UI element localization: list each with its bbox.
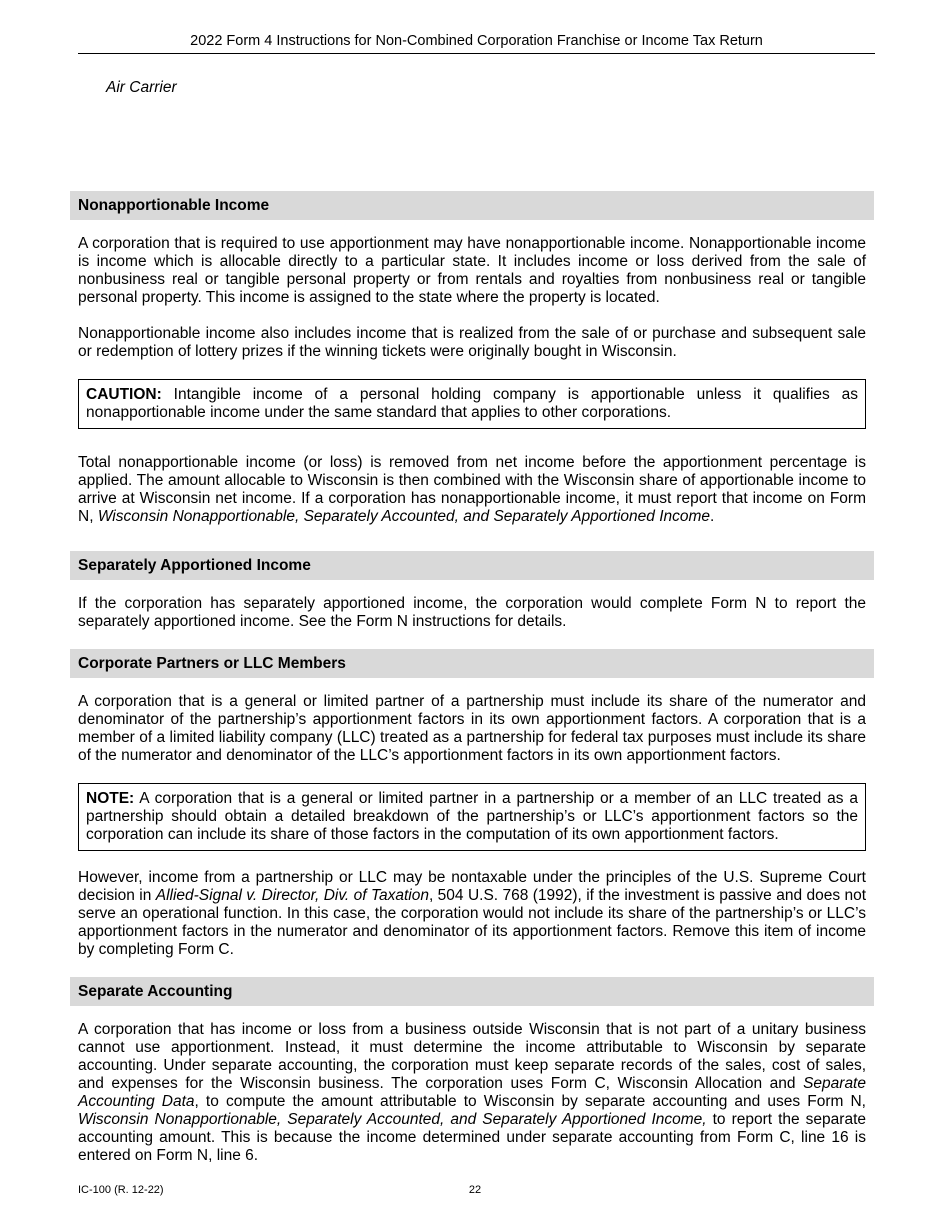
footer-form-id: IC-100 (R. 12-22) [78,1184,164,1196]
paragraph-nonapportionable-3-end: . [710,508,715,525]
heading-separate-accounting: Separate Accounting [70,977,874,1006]
paragraph-partners-2 [70,869,874,959]
note-box [78,783,866,851]
heading-separately-apportioned-income: Separately Apportioned Income [70,551,874,580]
footer-page-number: 22 [468,1184,482,1196]
page-header: 2022 Form 4 Instructions for Non-Combined Corporation Franchise or Income Tax Return [78,32,875,54]
heading-corporate-partners: Corporate Partners or LLC Members [70,649,874,678]
note-text: A corporation that is a general or limited partner in a partnership or a member of an LLC treated as a partnership should obtain a detailed breakdown of the partnership’s or LLC’s apportionment factors so the corporation can include its share of those factors in the computation of its own apportionment factors. [86,790,858,843]
paragraph-separate-accounting [70,1021,874,1165]
note-label: NOTE: [86,790,135,807]
paragraph-partners-2-end: , 504 U.S. 768 (1992), if the investment is passive and does not serve an operational function. In this case, the corporation would not include its share of the partnership’s or LLC’s apportionment factors in the numerator and denominator of its apportionment factors. Remove this item of income by completing Form C. [78,887,867,958]
form-n-title-2: Wisconsin Nonapportionable, Separately Accounted, and Separately Apportioned Income, [78,1111,707,1128]
paragraph-partners-1: A corporation that is a general or limited partner of a partnership must include its share of the numerator and denominator of the partnership’s apportionment factors in its own apportionment factors. A corporation that is a member of a limited liability company (LLC) treated as a partnership for federal tax purposes must include its share of the numerator and denominator of the LLC’s apportionment factors in its own apportionment factors. [78,693,866,764]
paragraph-nonapportionable-2: Nonapportionable income also includes income that is realized from the sale of or purchase and subsequent sale or redemption of lottery prizes if the winning tickets were originally bought in Wisconsin. [78,325,866,360]
caution-text: Intangible income of a personal holding company is apportionable unless it qualifies as nonapportionable income under the same standard that applies to other corporations. [86,386,858,421]
main-content [70,191,874,1165]
paragraph-nonapportionable-3-start: Total nonapportionable income (or loss) is removed from net income before the apportionment percentage is applied. The amount allocable to Wisconsin is then combined with the Wisconsin share of apportionable income to arrive at Wisconsin net income. If a corporation has nonapportionable income, it must report that income on Form N, [78,454,866,525]
paragraph-nonapportionable-3 [70,454,874,526]
case-name: Allied-Signal v. Director, Div. of Taxation [155,887,429,904]
paragraph-separate-accounting-c: , to compute the amount attributable to Wisconsin by separate accounting and uses Form N, [194,1093,866,1110]
caution-box [78,379,866,429]
air-carrier-label: Air Carrier [106,79,177,96]
paragraph-partners-2-start: However, income from a partnership or LLC may be nontaxable under the principles of the U.S. Supreme Court decision in [78,869,866,904]
heading-nonapportionable-income: Nonapportionable Income [70,191,874,220]
paragraph-separate-accounting-e: to report the separate accounting amount. This is because the income determined under separate accounting from Form C, line 16 is entered on Form N, line 6. [78,1111,867,1164]
separate-accounting-data-title: Separate Accounting Data [78,1075,866,1110]
caution-label: CAUTION: [86,386,162,403]
paragraph-separately-apportioned: If the corporation has separately apportioned income, the corporation would complete Form N to report the separately apportioned income. See the Form N instructions for details. [78,595,866,630]
paragraph-nonapportionable-1: A corporation that is required to use apportionment may have nonapportionable income. Nonapportionable income is income which is allocable directly to a particular state. It includes income or loss derived from the sale of nonbusiness real or tangible personal property or from rentals and royalties from nonbusiness real or tangible personal property. This income is assigned to the state where the property is located. [78,235,866,306]
form-n-title: Wisconsin Nonapportionable, Separately Accounted, and Separately Apportioned Income [97,508,711,525]
paragraph-separate-accounting-a: A corporation that has income or loss from a business outside Wisconsin that is not part of a unitary business cannot use apportionment. Instead, it must determine the income attributable to Wisconsin by separate accounting. Under separate accounting, the corporation must keep separate records of the sales, cost of sales, and expenses for the Wisconsin business. The corporation uses Form C, Wisconsin Allocation and [78,1021,866,1092]
